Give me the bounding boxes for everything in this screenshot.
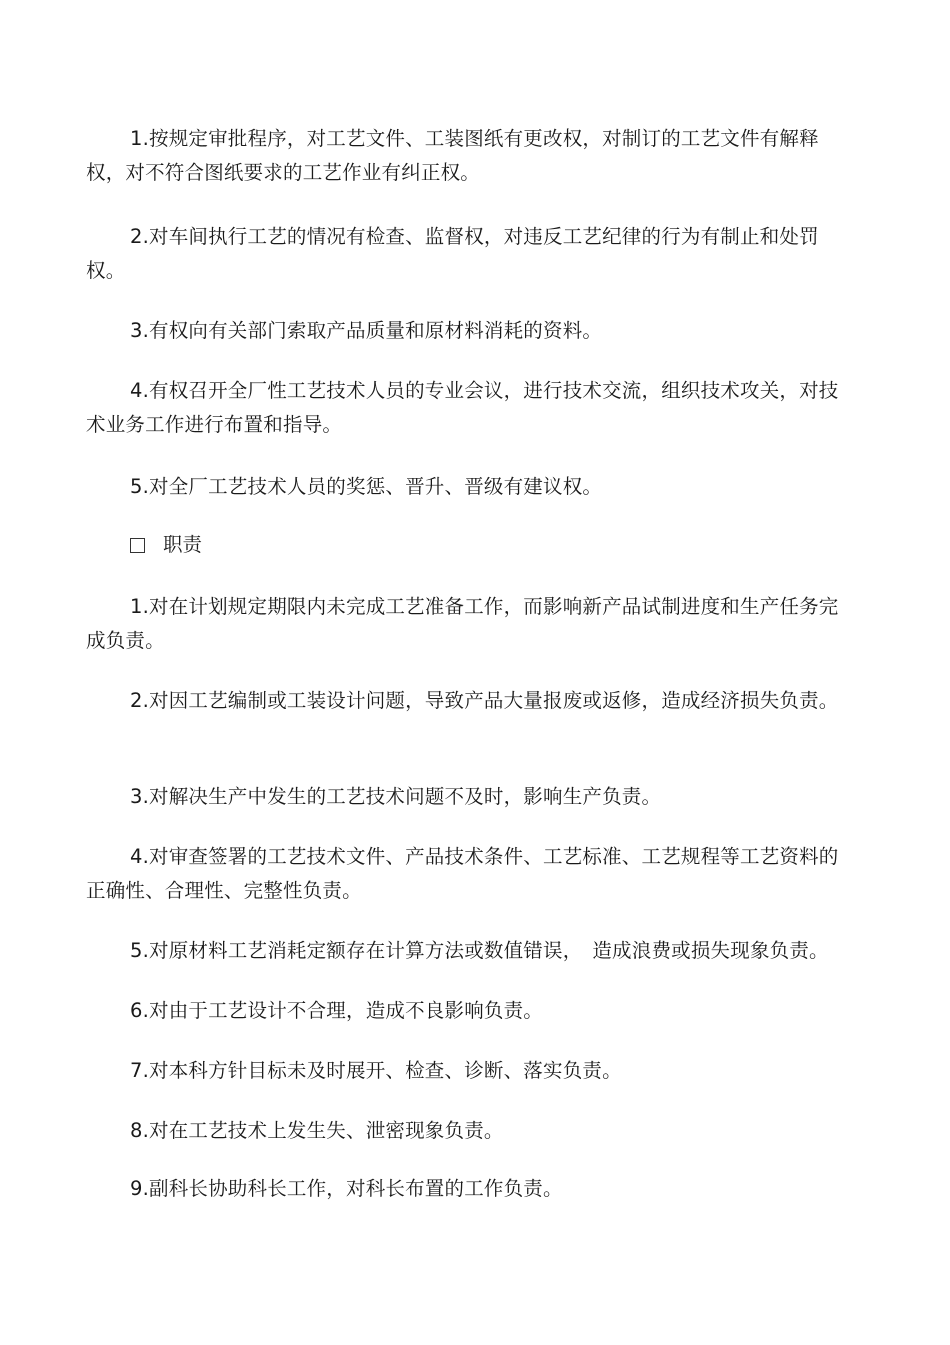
duties-item-1: 1.对在计划规定期限内未完成工艺准备工作，而影响新产品试制进度和生产任务完成负责。 — [86, 595, 839, 652]
duties-heading — [130, 528, 202, 562]
duties-item-3: 3.对解决生产中发生的工艺技术问题不及时，影响生产负责。 — [130, 785, 662, 808]
rights-item-4: 4.有权召开全厂性工艺技术人员的专业会议，进行技术交流，组织技术攻关，对技术业务工作进行布置和指导。 — [86, 379, 839, 436]
rights-item-2: 2.对车间执行工艺的情况有检查、监督权，对违反工艺纪律的行为有制止和处罚权。 — [86, 225, 819, 282]
rights-item-3: 3.有权向有关部门索取产品质量和原材料消耗的资料。 — [130, 319, 603, 342]
duties-item-5: 5.对原材料工艺消耗定额存在计算方法或数值错误， 造成浪费或损失现象负责。 — [130, 939, 829, 962]
rights-item-1: 1.按规定审批程序，对工艺文件、工装图纸有更改权，对制订的工艺文件有解释权，对不符合图纸要求的工艺作业有纠正权。 — [86, 127, 819, 184]
duties-item-8: 8.对在工艺技术上发生失、泄密现象负责。 — [130, 1119, 504, 1142]
duties-heading-label: 职责 — [163, 533, 203, 556]
rights-item-5: 5.对全厂工艺技术人员的奖惩、晋升、晋级有建议权。 — [130, 475, 603, 498]
duties-item-4: 4.对审查签署的工艺技术文件、产品技术条件、工艺标准、工艺规程等工艺资料的正确性、合理性、完整性负责。 — [86, 845, 839, 902]
duties-item-7: 7.对本科方针目标未及时展开、检查、诊断、落实负责。 — [130, 1059, 622, 1082]
duties-item-2: 2.对因工艺编制或工装设计问题，导致产品大量报废或返修，造成经济损失负责。 — [130, 689, 839, 712]
duties-item-9: 9.副科长协助科长工作，对科长布置的工作负责。 — [130, 1177, 563, 1200]
duties-item-6: 6.对由于工艺设计不合理，造成不良影响负责。 — [130, 999, 544, 1022]
checkbox-icon — [130, 538, 145, 553]
